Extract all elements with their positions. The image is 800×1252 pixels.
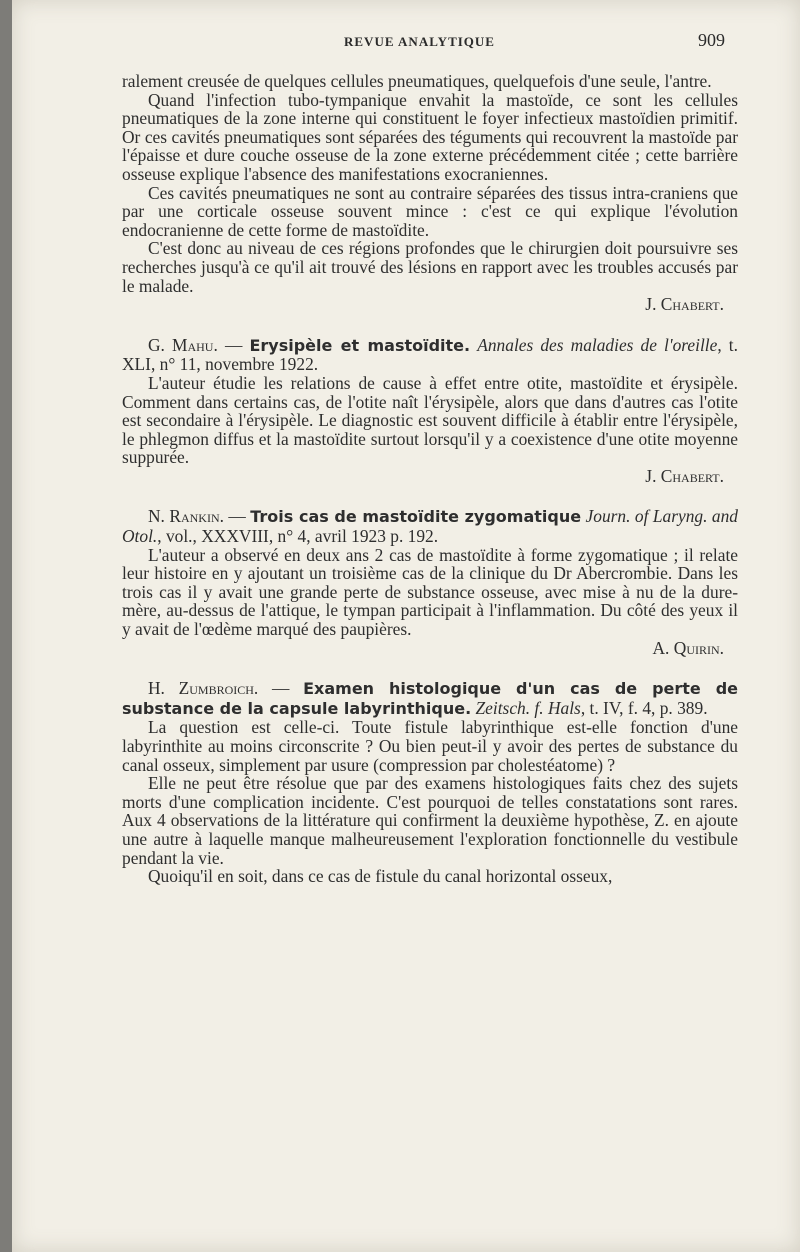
entry-title: Erysipèle et mastoïdite. bbox=[249, 335, 471, 355]
abstract-paragraph: La question est celle-ci. Toute fistule labyrinthique est-elle fonction d'une labyrinthite au moins circonscrite ? Ou bien peut-il y avoir des pertes de substance du canal osseux, simplement par usure (compression par cholestéatome) ? bbox=[122, 717, 738, 775]
entry-dash: — bbox=[271, 678, 290, 699]
review-entry bbox=[122, 336, 738, 486]
signature: A. Quirin. bbox=[652, 637, 724, 658]
review-entry bbox=[122, 507, 738, 657]
abstract-paragraph: Elle ne peut être résolue que par des examens histologiques faits chez des sujets morts d'une complication incidente. C'est pourquoi de telles constatations sont rares. Aux 4 observations de la littérature qui confirment la deuxième hypothèse, Z. en ajoute une autre à laquelle manque malheureusement l'exploration fonctionnelle du vestibule pendant la vie. bbox=[122, 773, 738, 868]
signature: J. Chabert. bbox=[645, 465, 724, 486]
entry-title: Examen histologique d'un cas de perte de substance de la capsule labyrinthique. bbox=[122, 679, 739, 718]
scanned-page bbox=[12, 0, 800, 1252]
page-number: 909 bbox=[698, 30, 725, 50]
entry-citation: , vol., XXXVIII, n° 4, avril 1923 p. 192. bbox=[157, 526, 439, 547]
paragraph: C'est donc au niveau de ces régions profondes que le chirurgien doit poursuivre ses recherches jusqu'à ce qu'il ait trouvé des lésions en rapport avec les troubles accusés par le malade. bbox=[122, 238, 738, 296]
review-entry bbox=[122, 679, 738, 886]
paragraph: Quand l'infection tubo-tympanique envahit la mastoïde, ce sont les cellules pneumatiques de la zone interne qui constituent le foyer infectieux mastoïdien primitif. Or ces cavités pneumatiques sont séparées des téguments qui recouvrent la mastoïde par l'épaisse et dure couche osseuse de la zone externe précédemment citée ; cette barrière osseuse explique l'absence des manifestations exocraniennes. bbox=[122, 89, 738, 184]
abstract-paragraph: Quoiqu'il en soit, dans ce cas de fistule du canal horizontal osseux, bbox=[148, 866, 613, 887]
entry-title: Trois cas de mastoïdite zygomatique bbox=[250, 507, 582, 527]
paragraph: Ces cavités pneumatiques ne sont au contraire séparées des tissus intra-craniens que par une corticale osseuse souvent mince : c'est ce qui explique l'évolution endocranienne de cette forme de mastoïdite. bbox=[122, 182, 738, 240]
entry-journal: Zeitsch. f. Hals bbox=[475, 697, 581, 718]
entry-journal: Annales des maladies de l'oreille bbox=[477, 334, 718, 355]
abstract-paragraph: L'auteur a observé en deux ans 2 cas de mastoïdite à forme zygomatique ; il relate leur histoire en y ajoutant un troisième cas de la clinique du Dr Abercrombie. Dans les trois cas il y avait une grande perte de substance osseuse, avec mise à nu de la dure-mère, au-dessus de l'attique, le tympan participait à l'inflammation. Du côté des yeux il y avait de l'œdème marqué des paupières. bbox=[122, 544, 738, 640]
running-title: REVUE ANALYTIQUE bbox=[344, 34, 495, 49]
page-header bbox=[12, 30, 800, 52]
entry-citation: , t. IV, f. 4, p. 389. bbox=[580, 697, 708, 718]
entry-heading bbox=[122, 336, 738, 374]
entry-heading bbox=[122, 507, 738, 545]
entry-journal: Journ. of Laryng. and Otol. bbox=[122, 506, 738, 547]
signature: J. Chabert. bbox=[645, 294, 724, 315]
entry-author: G. Mahu. bbox=[148, 334, 218, 355]
entry-heading bbox=[122, 679, 738, 718]
entry-author: N. Rankin. bbox=[148, 506, 224, 527]
entry-dash: — bbox=[228, 506, 246, 527]
entry-citation: , t. XLI, n° 11, novembre 1922. bbox=[122, 334, 738, 375]
paragraph: ralement creusée de quelques cellules pneumatiques, quelquefois d'une seule, l'antre. bbox=[122, 71, 712, 91]
entry-dash: — bbox=[224, 334, 243, 355]
abstract-paragraph: L'auteur étudie les relations de cause à effet entre otite, mastoïdite et érysipèle. Comment dans certains cas, de l'otite naît l'érysipèle, alors que dans d'autres cas l'otite est secondaire à l'érysipèle. Le diagnostic est souvent difficile à établir entre l'érysipèle, le phlegmon diffus et la mastoïdite surtout lorsqu'il y a coexistence d'une otite moyenne suppurée. bbox=[122, 372, 738, 468]
body-text bbox=[122, 72, 738, 886]
entry-author: H. Zumbroich. bbox=[148, 678, 259, 699]
